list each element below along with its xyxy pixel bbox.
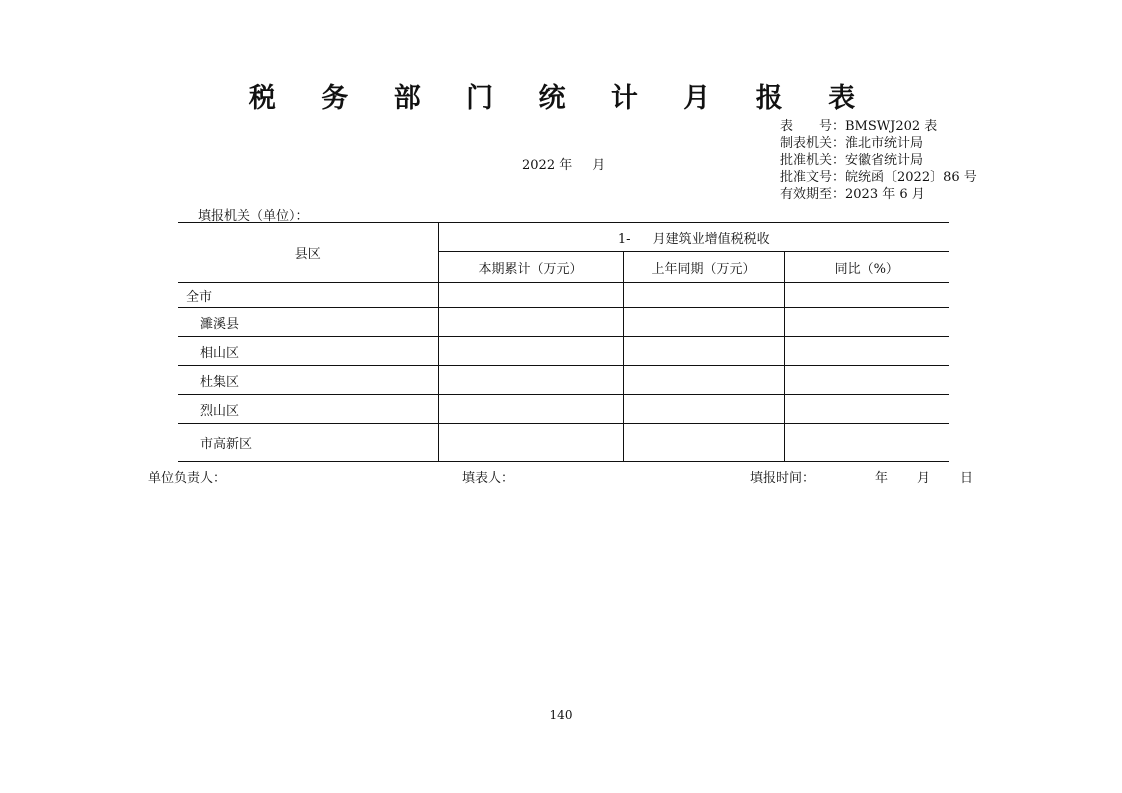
report-table: [178, 222, 949, 462]
fill-time-label: 填报时间：: [750, 471, 816, 486]
value-cell-last-year[interactable]: [623, 366, 784, 395]
page-title: 税 务 部 门 统 计 月 报 表: [248, 83, 874, 114]
value-cell-yoy[interactable]: [784, 395, 949, 424]
row-name: 烈山区: [178, 395, 438, 424]
report-period: [522, 154, 605, 173]
table-row: [178, 395, 949, 424]
value-cell-yoy[interactable]: [784, 337, 949, 366]
value-cell-cumulative[interactable]: [438, 366, 623, 395]
value-cell-cumulative[interactable]: [438, 424, 623, 462]
value-cell-cumulative[interactable]: [438, 395, 623, 424]
value-cell-last-year[interactable]: [623, 308, 784, 337]
table-row: [178, 366, 949, 395]
column-header-last-year: 上年同期（万元）: [623, 252, 784, 283]
table-row: [178, 424, 949, 462]
approving-authority: 批准机关：安徽省统计局: [780, 153, 924, 168]
period-month: 月: [592, 158, 606, 173]
county-header: 县区: [178, 223, 438, 283]
value-cell-last-year[interactable]: [623, 283, 784, 308]
value-cell-yoy[interactable]: [784, 308, 949, 337]
value-cell-last-year[interactable]: [623, 424, 784, 462]
value-cell-yoy[interactable]: [784, 366, 949, 395]
value-cell-cumulative[interactable]: [438, 337, 623, 366]
value-cell-last-year[interactable]: [623, 337, 784, 366]
column-header-yoy: 同比（%）: [784, 252, 949, 283]
group-header-num: 1-: [617, 231, 631, 247]
page-number: 140: [549, 708, 573, 722]
form-number: 表 号：BMSWJ202 表: [780, 119, 938, 134]
period-year: 2022 年: [522, 158, 573, 173]
approval-document: 批准文号：皖统函〔2022〕86 号: [780, 170, 977, 185]
row-name: 濉溪县: [178, 308, 438, 337]
table-row: [178, 337, 949, 366]
value-cell-cumulative[interactable]: [438, 283, 623, 308]
unit-head-label: 单位负责人：: [148, 471, 227, 486]
fill-time-day: 日: [960, 471, 974, 486]
table-header-row: [178, 223, 949, 252]
validity-period: 有效期至：2023 年 6 月: [780, 187, 925, 202]
filler-label: 填报机关（单位）：: [198, 209, 309, 224]
value-cell-last-year[interactable]: [623, 395, 784, 424]
row-name: 全市: [178, 283, 438, 308]
group-header-label: 月建筑业增值税税收: [652, 231, 770, 247]
value-cell-yoy[interactable]: [784, 424, 949, 462]
table-row: [178, 283, 949, 308]
value-cell-yoy[interactable]: [784, 283, 949, 308]
row-name: 相山区: [178, 337, 438, 366]
tax-group-header: [438, 223, 949, 252]
preparer-label: 填表人：: [462, 471, 515, 486]
fill-time-year: 年: [875, 471, 889, 486]
form-metadata: [780, 118, 977, 203]
row-name: 市高新区: [178, 424, 438, 462]
row-name: 杜集区: [178, 366, 438, 395]
column-header-cumulative: 本期累计（万元）: [438, 252, 623, 283]
fill-time-month: 月: [917, 471, 931, 486]
issuing-authority: 制表机关：淮北市统计局: [780, 136, 924, 151]
table-row: [178, 308, 949, 337]
value-cell-cumulative[interactable]: [438, 308, 623, 337]
